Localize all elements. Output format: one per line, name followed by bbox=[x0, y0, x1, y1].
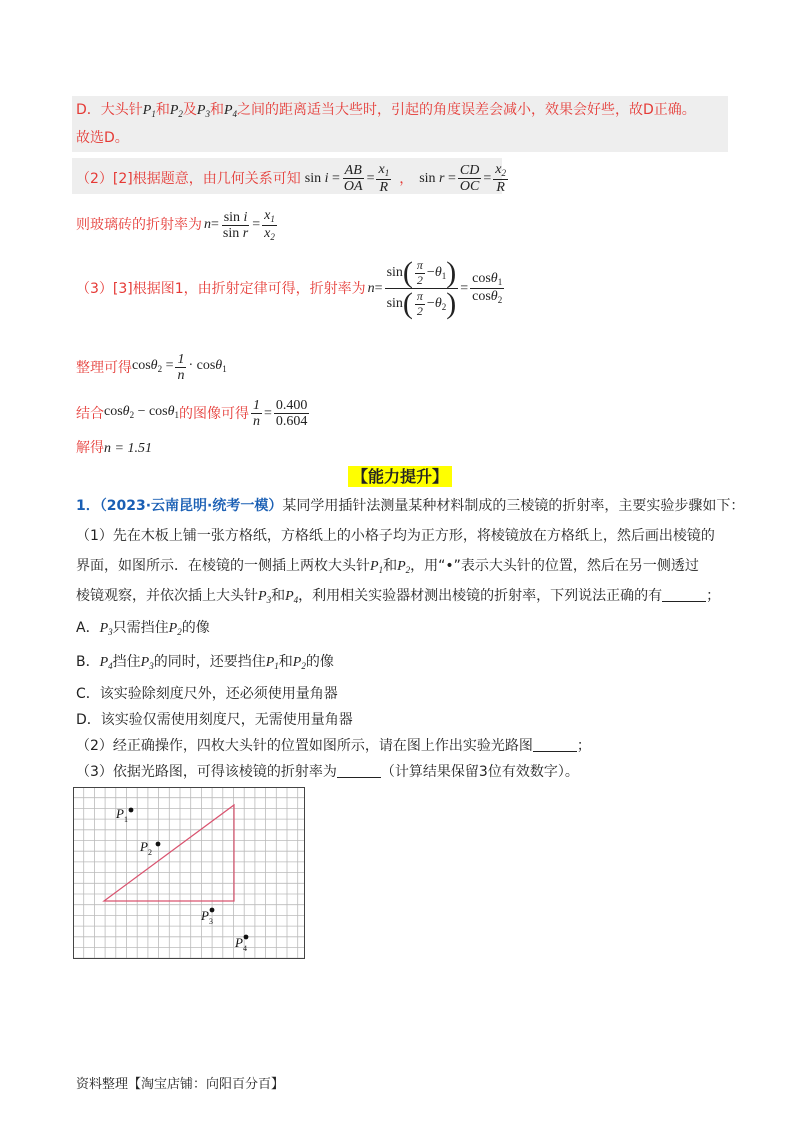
pin-sub-p2: 2 bbox=[148, 848, 152, 857]
answer-part3: （3）[3]根据图1，由折射定律可得，折射率为 n = sin( $\frac{\pi}{2}$ $-\theta_1$) sin( $\frac{\pi}{2}$ $-\theta_2$) = $\frac{\cos\theta_1}{\cos\theta_2}$ bbox=[76, 256, 503, 320]
question-step3: （3）依据光路图，可得该棱镜的折射率为 （计算结果保留3位有效数字）。 bbox=[76, 764, 579, 780]
answer-blank-2[interactable] bbox=[533, 737, 577, 752]
grid-lines bbox=[73, 787, 305, 959]
option-b: B．$P_4$挡住$P_3$的同时，还要挡住$P_1$和$P_2$的像 bbox=[76, 654, 334, 671]
pin-sub-p3: 3 bbox=[209, 917, 213, 926]
answer-combine: 结合 cosθ$_2$ − cosθ$_1$ 的图像可得 $\frac{1}{n}$ = $\frac{0.400}{0.604}$ bbox=[76, 398, 308, 430]
answer-blank-1[interactable] bbox=[662, 587, 706, 602]
option-c: C．该实验除刻度尺外，还必须使用量角器 bbox=[76, 686, 338, 702]
answer-line-d: D．大头针$P_1$和$P_2$及$P_3$和$P_4$之间的距离适当大些时，引起的角度误差会减小，效果会好些，故D正确。 bbox=[76, 102, 696, 119]
answer-rearrange: 整理可得 cosθ$_2$ = $\frac{1}{n}$ · cosθ$_1$ bbox=[76, 352, 227, 384]
pin-label-p4: P bbox=[235, 935, 243, 950]
pin-label-p2: P bbox=[140, 839, 148, 854]
pin-p3 bbox=[210, 908, 215, 913]
question-step1-a: （1）先在木板上铺一张方格纸，方格纸上的小格子均为正方形，将棱镜放在方格纸上，然后画出棱镜的 bbox=[76, 528, 715, 544]
pin-p2 bbox=[156, 842, 161, 847]
answer-part2: （2）[2]根据题意，由几何关系可知 sin i = $\frac{AB}{OA}$ = $\frac{x_1}{R}$ ， sin r = $\frac{CD}{OC}$ = $\frac{x_2}{R}$ bbox=[76, 162, 506, 195]
question-step1-b: 界面，如图所示．在棱镜的一侧插上两枚大头针$P_1$和$P_2$，用“•”表示大头针的位置，然后在另一侧透过 bbox=[76, 558, 699, 575]
option-d: D．该实验仅需使用刻度尺，无需使用量角器 bbox=[76, 712, 353, 728]
question-step1-c: 棱镜观察，并依次插上大头针$P_3$和$P_4$，利用相关实验器材测出棱镜的折射率，下列说法正确的有 ； bbox=[76, 588, 721, 605]
question-step2: （2）经正确操作，四枚大头针的位置如图所示，请在图上作出实验光路图 ； bbox=[76, 738, 591, 754]
answer-blank-3[interactable] bbox=[337, 763, 381, 778]
pin-label-p3: P bbox=[201, 908, 209, 923]
prism-grid-figure bbox=[73, 787, 305, 959]
pin-p1 bbox=[129, 808, 134, 813]
answer-solve: 解得n = 1.51 bbox=[76, 440, 152, 456]
pin-p4 bbox=[244, 935, 249, 940]
question-stem: 1．（2023·云南昆明·统考一模）某同学用插针法测量某种材料制成的三棱镜的折射率，主要实验步骤如下： bbox=[76, 498, 745, 514]
pin-label-p1: P bbox=[116, 806, 124, 821]
answer-refractive-index: 则玻璃砖的折射率为 n = $\frac{\text{sin i}}{\text{sin r}}$ = $\frac{x_1}{x_2}$ bbox=[76, 208, 275, 242]
pin-sub-p4: 4 bbox=[243, 944, 247, 953]
option-a: A．$P_3$只需挡住$P_2$的像 bbox=[76, 620, 210, 637]
pin-sub-p1: 1 bbox=[124, 815, 128, 824]
answer-choose: 故选D。 bbox=[76, 130, 129, 146]
section-title: 【能力提升】 bbox=[0, 464, 800, 487]
footer-text: 资料整理【淘宝店铺：向阳百分百】 bbox=[76, 1077, 285, 1092]
